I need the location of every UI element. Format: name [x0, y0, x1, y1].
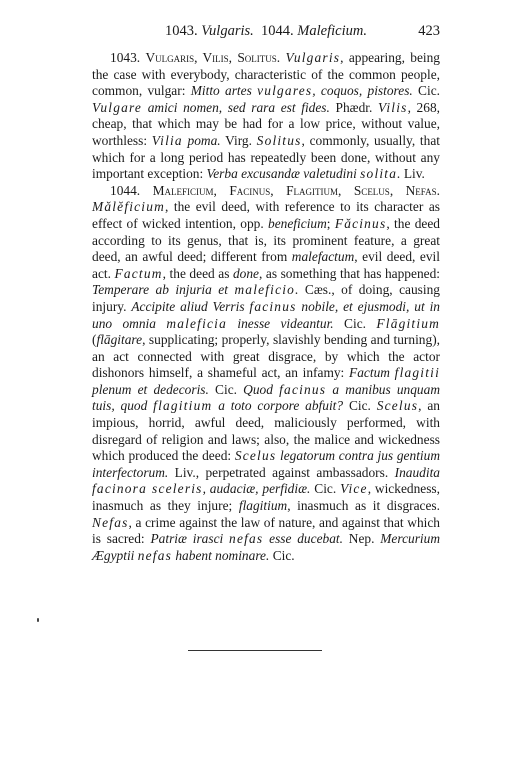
term: solita	[360, 166, 398, 182]
quote: habent nominare.	[172, 547, 270, 563]
entry-1044: 1044. Maleficium, Facinus, Flagitium, Scelus, Nefas. Mălĕficium, the evil deed, with reference to its character as effect of wicked intention, opp. beneficium; Făcinus, the deed according to its genus, that is, its prominent feature, a great deed, an awful deed; different from malefactum, evil deed, evil act. Factum, the deed as done, as something that has happened: Temperare ab injuria et maleficio. Cæs., of doing, causing injury. Accipite aliud Verris facinus nobile, et ejusmodi, ut in uno omnia maleficia inesse videantur. Cic. Flāgitium (flāgitare, supplicating; properly, slavishly bending and turning), an act connected with great disgrace, by which the actor dishonors himself, a shameful act, an infamy: Factum flagitii plenum et dedecoris. Cic. Quod facinus a manibus unquam tuis, quod flagitium a toto corpore abfuit? Cic. Scelus, an impious, horrid, awful deed, maliciously performed, with disregard of religion and laws; also, the malice and wickedness which produced the deed: Scelus legatorum contra jus gentium interfectorum. Liv., perpetrated against ambassadors. Inaudita facinora sceleris, audaciæ, perfidiæ. Cic. Vice, wickedness, inasmuch as they injure; flagitium, inasmuch as it disgraces. Nefas, a crime against the law of nature, and against that which is sacred: Patriæ irasci nefas esse ducebat. Nep. Mercurium Ægyptii nefas habent nominare. Cic.	[92, 182, 441, 563]
entry-heading: Vulgaris, Vilis, Solitus.	[145, 50, 281, 65]
quote: Mercurium Ægyptii	[92, 531, 441, 563]
quote: Quod	[243, 381, 280, 397]
quote: beneficium	[268, 215, 327, 231]
term: Scelus	[234, 448, 277, 464]
term: Flāgitium	[376, 315, 441, 331]
quote: malefactum	[291, 249, 355, 265]
running-title	[92, 22, 440, 40]
emphasis: done	[232, 265, 259, 281]
term: Vilia	[151, 132, 183, 148]
entry-1043: 1043. Vulgaris, Vilis, Solitus. Vulgaris, appearing, being the case with everybody, characteristic of the common people, common, vulgar: Mitto artes vulgares, coquos, pistores. Cic. Vulgare amici nomen, sed rara est fides. Phædr. Vilis, 268, cheap, that which may be had for a low price, without value, worthless: Vilia poma. Virg. Solitus, commonly, usually, that which for a long period has repeatedly been done, without any important exception: Verba excusandæ valetudini solita. Liv.	[92, 50, 441, 182]
quote: a manibus unquam tuis, quod	[92, 381, 440, 414]
term: facinora sceleris	[92, 481, 203, 497]
term: maleficio	[234, 282, 296, 298]
quote: legatorum contra jus gentium interfectorum.	[92, 448, 441, 480]
header-entry-word-1: Vulgaris.	[201, 23, 254, 39]
term: facinus	[279, 381, 327, 397]
quote: Inaudita	[394, 464, 440, 480]
entry-heading: Maleficium, Facinus, Flagitium, Scelus, Nefas.	[152, 182, 440, 198]
term: vulgares	[257, 83, 313, 99]
term: Mălĕficium	[92, 199, 165, 215]
term: nefas	[229, 531, 264, 547]
term: flagitium	[153, 398, 213, 414]
body-text	[92, 50, 440, 564]
quote: , audaciæ, perfidiæ.	[202, 481, 311, 497]
term: Vulgaris	[285, 50, 341, 65]
quote: , coquos, pistores.	[312, 83, 413, 99]
term: Scelus	[376, 398, 419, 414]
quote: Temperare ab injuria et	[92, 282, 235, 298]
running-header	[92, 22, 440, 40]
footer-rule	[188, 650, 322, 651]
quote: nobile, et ejusmodi, ut in uno omnia	[92, 298, 440, 331]
quote: Verba excusandæ valetudini	[206, 166, 361, 182]
quote: a toto corpore abfuit?	[212, 398, 344, 414]
quote: poma.	[182, 132, 221, 148]
quote: inesse videantur.	[226, 315, 334, 331]
quote: Accipite aliud Verris	[131, 298, 250, 314]
quote: amici nomen, sed rara est fides.	[142, 99, 330, 115]
term: Factum	[114, 265, 163, 281]
header-entry-number-1: 1043.	[165, 23, 198, 39]
term: facinus	[249, 298, 297, 314]
quote: flāgitare	[96, 332, 143, 348]
quote: .	[295, 282, 299, 298]
term: maleficia	[166, 315, 227, 331]
term: Solitus	[256, 132, 302, 148]
quote: Patriæ irasci	[150, 531, 230, 547]
term: Nefas	[92, 514, 129, 530]
page-number: 423	[418, 23, 440, 39]
term: flagitii	[394, 365, 440, 381]
quote: flagitium	[238, 498, 288, 514]
quote: .	[397, 166, 401, 182]
quote: Factum	[349, 365, 395, 381]
term: Vilis	[378, 99, 408, 115]
term: Făcinus	[334, 215, 387, 231]
header-entry-word-2: Maleficium.	[297, 23, 367, 39]
quote: Mitto artes	[190, 83, 258, 99]
ink-speck	[37, 618, 39, 622]
term: Vice	[340, 481, 368, 497]
header-entry-number-2: 1044.	[261, 23, 294, 39]
quote: esse ducebat.	[263, 531, 343, 547]
term: nefas	[137, 547, 173, 563]
quote: plenum et dedecoris.	[92, 381, 209, 397]
term: Vulgare	[92, 99, 143, 115]
